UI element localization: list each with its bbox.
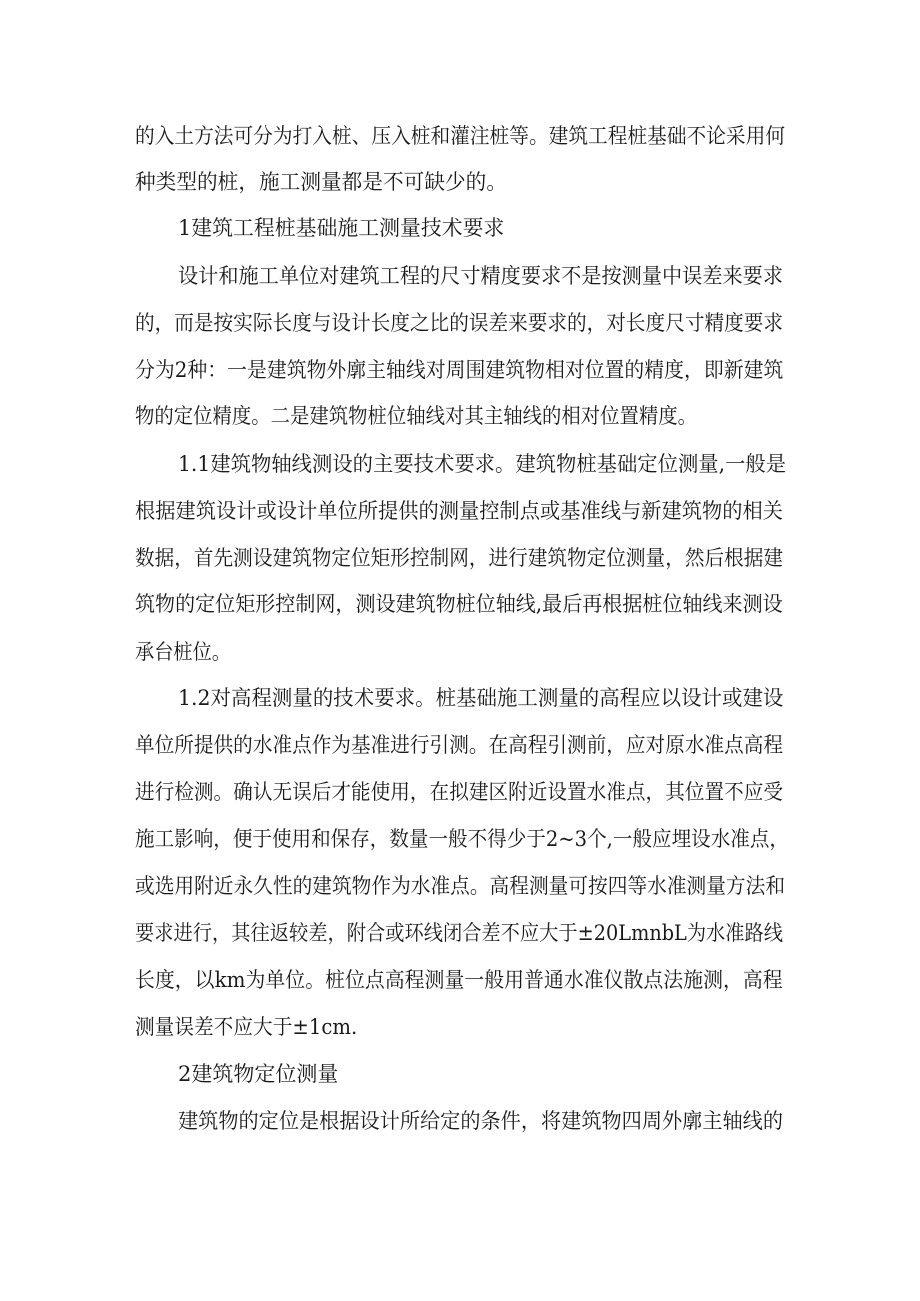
section-heading: 1建筑工程桩基础施工测量技术要求: [178, 216, 505, 240]
text-line: 分为2种：一是建筑物外廓主轴线对周围建筑物相对位置的精度，即新建筑: [135, 358, 784, 382]
section-heading: 2建筑物定位测量: [178, 1062, 339, 1086]
text-line: 建筑物的定位是根据设计所给定的条件，将建筑物四周外廓主轴线的: [178, 1109, 783, 1133]
text-line: 物的定位精度。二是建筑物桩位轴线对其主轴线的相对位置精度。: [135, 404, 697, 428]
text-line: 承台桩位。: [135, 640, 232, 664]
text-line: 1.2对高程测量的技术要求。桩基础施工测量的高程应以设计或建设: [178, 686, 784, 710]
text-line: 单位所提供的水准点作为基准进行引测。在高程引测前，应对原水准点高程: [135, 733, 784, 757]
text-line: 设计和施工单位对建筑工程的尺寸精度要求不是按测量中误差来要求: [178, 264, 783, 288]
text-line: 筑物的定位矩形控制网，测设建筑物桩位轴线,最后再根据桩位轴线来测设: [135, 592, 783, 616]
text-line: 长度，以km为单位。桩位点高程测量一般用普通水准仪散点法施测，高程: [135, 968, 783, 992]
text-line: 施工影响，便于使用和保存，数量一般不得少于2~3个,一般应埋设水准点，: [135, 827, 789, 851]
text-line: 种类型的桩，施工测量都是不可缺少的。: [135, 170, 507, 194]
text-line: 进行检测。确认无误后才能使用，在拟建区附近设置水准点，其位置不应受: [135, 780, 784, 804]
text-line: 要求进行，其往返较差，附合或环线闭合差不应大于±20LmnbL为水准路线: [135, 921, 784, 945]
text-line: 的入土方法可分为打入桩、压入桩和灌注桩等。建筑工程桩基础不论采用何: [135, 124, 786, 148]
text-line: 或选用附近永久性的建筑物作为水准点。高程测量可按四等水准测量方法和: [135, 874, 786, 898]
text-line: 1.1建筑物轴线测设的主要技术要求。建筑物桩基础定位测量,一般是: [178, 452, 787, 476]
text-line: 测量误差不应大于±1cm.: [135, 1015, 358, 1039]
text-line: 数据，首先测设建筑物定位矩形控制网，进行建筑物定位测量，然后根据建: [135, 546, 784, 570]
text-line: 的，而是按实际长度与设计长度之比的误差来要求的，对长度尺寸精度要求: [135, 311, 784, 335]
text-line: 根据建筑设计或设计单位所提供的测量控制点或基准线与新建筑物的相关: [135, 499, 784, 523]
